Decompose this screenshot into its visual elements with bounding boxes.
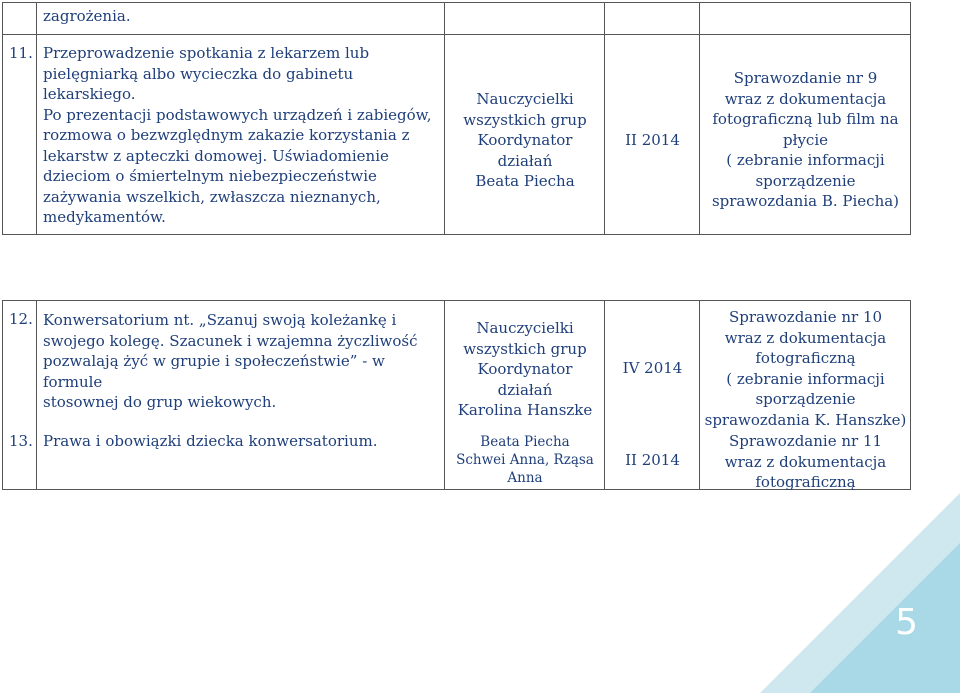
row-number-12: 12.	[9, 310, 33, 328]
row-12-evidence: Sprawozdanie nr 10 wraz z dokumentacja fotograficzną ( zebranie informacji sporządzenie sprawozdania K. Hanszke)	[704, 308, 907, 429]
row-number-13: 13.	[9, 432, 33, 450]
corner-decoration-inner	[810, 543, 960, 693]
row-11-date: II 2014	[625, 131, 680, 149]
row-12-description: Konwersatorium nt. „Szanuj swoją koleżankę i swojego kolegę. Szacunek i wzajemna życzliwość pozwalają żyć w grupie i społeczeństwie” - w formule stosownej do grup wiekowych.	[43, 311, 418, 411]
row-12-responsible: Nauczycielki wszystkich grup Koordynator działań Karolina Hanszke	[457, 319, 593, 419]
row-11-responsible: Nauczycielki wszystkich grup Koordynator działań Beata Piecha	[463, 90, 587, 190]
row-13-description: Prawa i obowiązki dziecka konwersatorium.	[43, 432, 378, 450]
previous-row-text: zagrożenia.	[43, 7, 131, 25]
row-number-11: 11.	[9, 44, 33, 62]
row-12-date: IV 2014	[622, 359, 683, 377]
row-13-responsible: Beata Piecha Schwei Anna, Rząsa Anna	[456, 434, 594, 486]
row-11-description: Przeprowadzenie spotkania z lekarzem lub pielęgniarką albo wycieczka do gabinetu lekarskiego. Po prezentacji podstawowych urządzeń i zabiegów, rozmowa o bezwzględnym zakazie korzystania z lekarstw z apteczki domowej. Uświadomienie dzieciom o śmiertelnym niebezpieczeństwie zażywania wszelkich, zwłaszcza nieznanych, medykamentów.	[43, 44, 432, 226]
row-13-evidence: Sprawozdanie nr 11 wraz z dokumentacja fotograficzną	[724, 432, 887, 491]
page-number: 5	[895, 602, 918, 643]
row-13-date: II 2014	[625, 451, 680, 469]
row-11-evidence: Sprawozdanie nr 9 wraz z dokumentacja fotograficzną lub film na płycie ( zebranie informacji sporządzenie sprawozdania B. Piecha)	[711, 69, 900, 210]
